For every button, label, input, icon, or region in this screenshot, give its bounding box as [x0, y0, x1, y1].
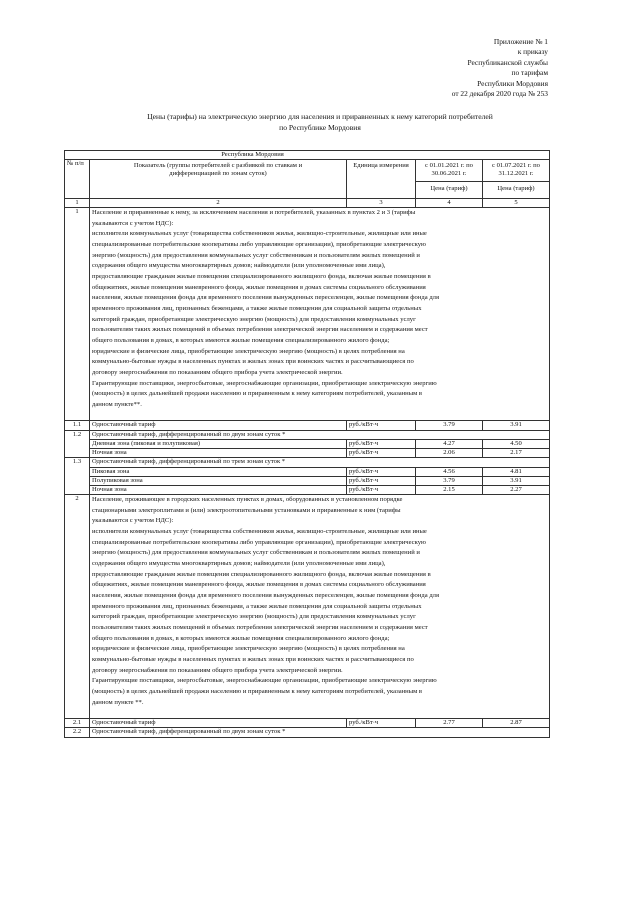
- section-number: 2: [65, 495, 90, 719]
- text-line: населения, жилые помещения фонда для временного поселения вынужденных переселенцев, жилые помещения фонда для: [92, 592, 439, 600]
- row-value-2: 4.50: [483, 439, 550, 448]
- colnum: 1: [65, 198, 90, 207]
- header-line: от 22 декабря 2020 года № 253: [451, 89, 548, 99]
- text-line: специализированные потребительские кооперативы либо управляющие организации), приобретающие электрическую: [92, 538, 426, 546]
- text-line: коммунально-бытовые нужды в населенных пунктах и жилых зонах при воинских частях и рассчитывающиеся по: [92, 358, 414, 366]
- document-title: [90, 111, 550, 133]
- title-line-2: по Республике Мордовия: [279, 123, 361, 132]
- row-value-1: 2.15: [416, 485, 483, 494]
- col-num-header: № п/п: [65, 160, 90, 199]
- colnum: 3: [347, 198, 416, 207]
- row-value-1: 3.79: [416, 421, 483, 430]
- colnum: 2: [90, 198, 347, 207]
- text-line: Население и приравненные к нему, за исключением населения и потребителей, указанных в пунктах 2 и 3 (тарифы: [92, 209, 416, 217]
- row-label: Пиковая зона: [90, 467, 347, 476]
- table-row: [65, 430, 550, 439]
- text-line: указываются с учетом НДС):: [92, 219, 174, 227]
- row-unit: руб./кВт·ч: [347, 421, 416, 430]
- row-value-2: 2.27: [483, 485, 550, 494]
- text-line: (мощность) в целях дальнейшей продажи населению и приравненным к нему категориям потребителей, указанным в: [92, 687, 423, 695]
- text-line: энергию (мощность) для предоставления коммунальных услуг собственникам и пользователям жилых помещений и: [92, 549, 420, 557]
- text-line: специализированные потребительские кооперативы либо управляющие организации), приобретающие электрическую: [92, 240, 426, 248]
- row-value-1: 3.79: [416, 476, 483, 485]
- text-line: договору энергоснабжения по показаниям общего прибора учета электрической энергии.: [92, 368, 343, 376]
- row-value-2: 3.91: [483, 476, 550, 485]
- text-line: энергию (мощность) для предоставления коммунальных услуг собственникам и пользователям жилых помещений и: [92, 251, 420, 259]
- row-label: Полупиковая зона: [90, 476, 347, 485]
- text-line: данном пункте**.: [92, 400, 142, 408]
- table-row: [65, 458, 550, 467]
- table-row: [65, 439, 550, 448]
- table-row: [65, 449, 550, 458]
- table-row: [65, 485, 550, 494]
- text-line: пользователям таких жилых помещений в объемах потребления электрической энергии населением и содержания мест: [92, 326, 428, 334]
- row-number: 1.3: [65, 458, 90, 495]
- text-line: предоставляющие гражданам жилые помещения специализированного жилищного фонда, включая жилые помещения в: [92, 272, 431, 280]
- row-value-2: 2.87: [483, 719, 550, 728]
- text-line: населения, жилые помещения фонда для временного поселения вынужденных переселенцев, жилые помещения фонда для: [92, 294, 439, 302]
- price-header-1: Цена (тариф): [416, 181, 483, 198]
- row-value-2: 3.91: [483, 421, 550, 430]
- section-description: [90, 208, 550, 421]
- table-row: [65, 467, 550, 476]
- text-line: Гарантирующие поставщики, энергосбытовые, энергоснабжающие организации, приобретающие электрическую энергию: [92, 379, 437, 387]
- table-row: [65, 421, 550, 430]
- region-name: Республика Мордовия: [90, 151, 416, 160]
- row-value-1: 4.27: [416, 439, 483, 448]
- section-row: [65, 495, 550, 719]
- title-line-1: Цены (тарифы) на электрическую энергию для населения и приравненных к нему категорий потребителей: [147, 112, 493, 121]
- text-line: пользователям таких жилых помещений в объемах потребления электрической энергии населением и содержания мест: [92, 623, 428, 631]
- text-line: общего пользования в домах, в которых имеются жилые помещения специализированного жилого фонда;: [92, 634, 390, 642]
- text-line: предоставляющие гражданам жилые помещения специализированного жилищного фонда, включая жилые помещения в: [92, 570, 431, 578]
- order-reference: [318, 37, 548, 99]
- text-line: содержания общего имущества многоквартирных домов; наймодатели (или уполномоченные ими лица),: [92, 560, 386, 568]
- text-line: коммунально-бытовые нужды в населенных пунктах и жилых зонах при воинских частях и рассчитывающиеся по: [92, 655, 414, 663]
- row-unit: руб./кВт·ч: [347, 449, 416, 458]
- region-row: [65, 151, 550, 160]
- row-number: 1.2: [65, 430, 90, 458]
- price-header-2: Цена (тариф): [483, 181, 550, 198]
- row-unit: руб./кВт·ч: [347, 476, 416, 485]
- text-line: исполнители коммунальных услуг (товарищества собственников жилья, жилищно-строительные, жилищные или иные: [92, 528, 427, 536]
- row-value-1: 4.56: [416, 467, 483, 476]
- table-row: [65, 719, 550, 728]
- text-line: (мощность) в целях дальнейшей продажи населению и приравненным к нему категориям потребителей, указанным в: [92, 390, 423, 398]
- section-description: [90, 495, 550, 719]
- row-label: Одноставочный тариф: [90, 421, 347, 430]
- row-unit: руб./кВт·ч: [347, 439, 416, 448]
- column-numbers-row: [65, 198, 550, 207]
- text-line: общего пользования в домах, в которых имеются жилые помещения специализированного жилого фонда;: [92, 336, 390, 344]
- text-line: Гарантирующие поставщики, энергосбытовые, энергоснабжающие организации, приобретающие электрическую энергию: [92, 677, 437, 685]
- text-line: Население, проживающее в городских населенных пунктах в домах, оборудованных в установленном порядке: [92, 496, 403, 504]
- header-line: Республики Мордовия: [477, 78, 548, 88]
- table-row: [65, 476, 550, 485]
- text-line: юридические и физические лица, приобретающие электрическую энергию (мощность) в целях потребления на: [92, 347, 405, 355]
- header-line: Республиканской службы: [467, 57, 548, 67]
- row-value-2: 4.81: [483, 467, 550, 476]
- colnum: 4: [416, 198, 483, 207]
- col-unit-header: Единица измерения: [347, 160, 416, 199]
- col-period2-header: с 01.07.2021 г. по 31.12.2021 г.: [483, 160, 550, 181]
- row-label: Ночная зона: [90, 449, 347, 458]
- text-line: категорий граждан, приобретающие электрическую энергию (мощность) для предоставления коммунальных услуг: [92, 613, 416, 621]
- text-line: договору энергоснабжения по показаниям общего прибора учета электрической энергии.: [92, 666, 343, 674]
- section-number: 1: [65, 208, 90, 421]
- text-line: стационарными электроплитами и (или) электроотопительными установками и приравненные к ним (тарифы: [92, 506, 401, 514]
- row-value-1: 2.77: [416, 719, 483, 728]
- text-line: юридические и физические лица, приобретающие электрическую энергию (мощность) в целях потребления на: [92, 645, 405, 653]
- tariff-table: [64, 150, 550, 738]
- colnum: 5: [483, 198, 550, 207]
- row-number: 1.1: [65, 421, 90, 430]
- row-value-1: 2.06: [416, 449, 483, 458]
- row-value-2: 2.17: [483, 449, 550, 458]
- text-line: временного проживания лиц, признанных беженцами, а также жилые помещения для социальной защиты отдельных: [92, 304, 422, 312]
- text-line: общежитиях, жилые помещения маневренного фонда, жилые помещения в домах системы социального обслуживания: [92, 581, 426, 589]
- header-line: Приложение № 1: [493, 37, 548, 46]
- row-label: Ночная зона: [90, 485, 347, 494]
- text-line: категорий граждан, приобретающие электрическую энергию (мощность) для предоставления коммунальных услуг: [92, 315, 416, 323]
- header-row: [65, 160, 550, 181]
- text-line: исполнители коммунальных услуг (товарищества собственников жилья, жилищно-строительные, жилищные или иные: [92, 230, 427, 238]
- text-line: временного проживания лиц, признанных беженцами, а также жилые помещения для социальной защиты отдельных: [92, 602, 422, 610]
- row-number: 2.2: [65, 728, 90, 737]
- text-line: содержания общего имущества многоквартирных домов; наймодатели (или уполномоченные ими лица),: [92, 262, 386, 270]
- text-line: общежитиях, жилые помещения маневренного фонда, жилые помещения в домах системы социального обслуживания: [92, 283, 426, 291]
- header-line: к приказу: [517, 47, 548, 57]
- row-unit: руб./кВт·ч: [347, 467, 416, 476]
- text-line: указываются с учетом НДС):: [92, 517, 174, 525]
- col-period1-header: с 01.01.2021 г. по 30.06.2021 г.: [416, 160, 483, 181]
- header-line: по тарифам: [511, 68, 548, 78]
- row-label: Одноставочный тариф, дифференцированный по трем зонам суток *: [90, 458, 550, 467]
- row-label: Дневная зона (пиковая и полупиковая): [90, 439, 347, 448]
- row-unit: руб./кВт·ч: [347, 485, 416, 494]
- row-number: 2.1: [65, 719, 90, 728]
- row-label: Одноставочный тариф: [90, 719, 347, 728]
- col-indicator-header: Показатель (группы потребителей с разбивкой по ставкам и дифференциацией по зонам суток): [90, 160, 347, 199]
- section-row: [65, 208, 550, 421]
- table-row: [65, 728, 550, 737]
- text-line: данном пункте **.: [92, 698, 144, 706]
- row-unit: руб./кВт·ч: [347, 719, 416, 728]
- row-label: Одноставочный тариф, дифференцированный по двум зонам суток *: [90, 430, 550, 439]
- row-label: Одноставочный тариф, дифференцированный по двум зонам суток *: [90, 728, 550, 737]
